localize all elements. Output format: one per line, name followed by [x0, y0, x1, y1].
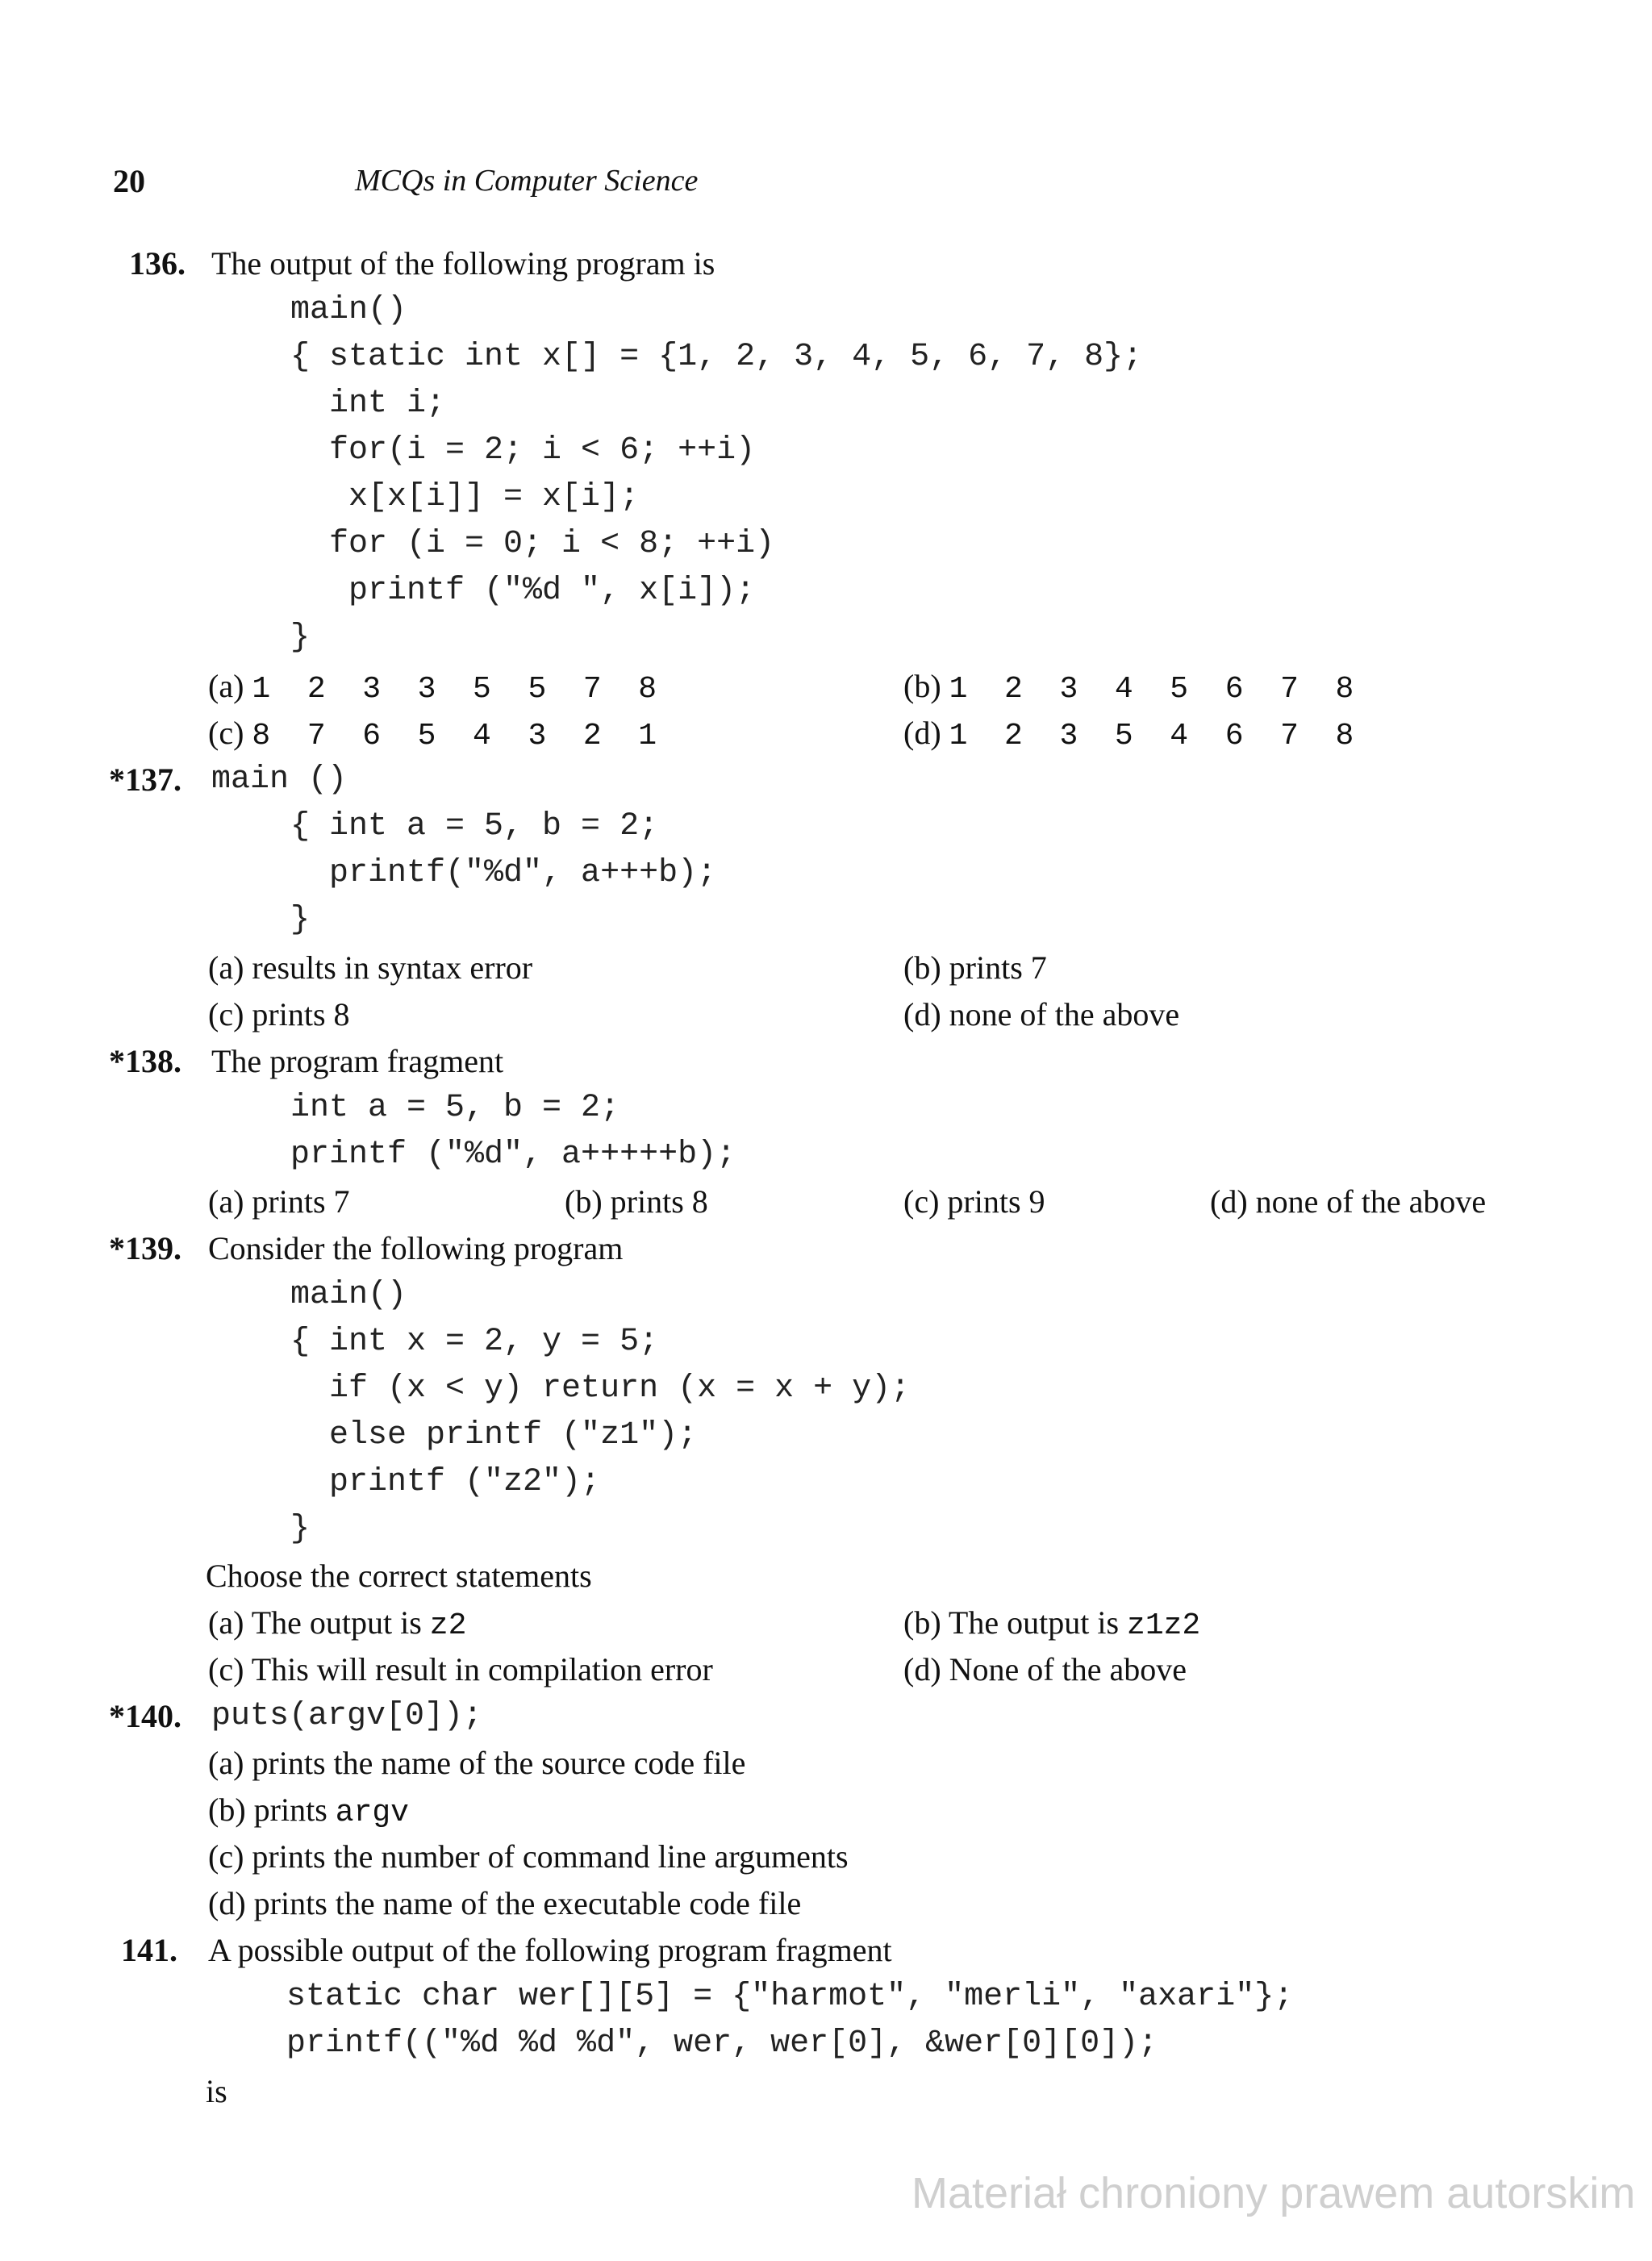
- question-number: *137.: [109, 761, 181, 798]
- option-a: (a) 1 2 3 3 5 5 7 8: [208, 668, 657, 707]
- question-number: 141.: [121, 1932, 177, 1968]
- code-line: printf ("z2");: [290, 1464, 601, 1500]
- option-c: (c) prints the number of command line arguments: [208, 1838, 849, 1875]
- code-line: static char wer[][5] = {"harmot", "merli", "axari"};: [286, 1979, 1294, 2015]
- code-line: main(): [290, 1277, 407, 1313]
- question-number: *140.: [109, 1698, 181, 1734]
- code-line: }: [290, 1511, 311, 1547]
- code-line: int i;: [290, 386, 446, 422]
- option-b: (b) prints 8: [565, 1183, 708, 1220]
- option-b: (b) The output is z1z2: [903, 1604, 1201, 1643]
- option-d: (d) prints the name of the executable code file: [208, 1885, 802, 1921]
- question-text: The program fragment: [211, 1043, 504, 1079]
- code-line: { int x = 2, y = 5;: [290, 1324, 659, 1360]
- option-b: (b) prints argv: [208, 1792, 409, 1830]
- code-line: printf(("%d %d %d", wer, wer[0], &wer[0][0]);: [286, 2025, 1158, 2062]
- code-line: }: [290, 619, 311, 656]
- option-c: (c) prints 8: [208, 996, 350, 1032]
- copyright-watermark: Materiał chroniony prawem autorskim: [912, 2169, 1636, 2217]
- code-line: }: [290, 902, 311, 938]
- option-a: (a) results in syntax error: [208, 949, 533, 986]
- code-line: { static int x[] = {1, 2, 3, 4, 5, 6, 7, 8};: [290, 339, 1143, 375]
- running-title: MCQs in Computer Science: [355, 164, 699, 198]
- code-line: printf("%d", a+++b);: [290, 855, 717, 891]
- code-line: main(): [290, 292, 407, 328]
- code-line: for (i = 0; i < 8; ++i): [290, 526, 775, 562]
- code-line: if (x < y) return (x = x + y);: [290, 1370, 911, 1407]
- option-b: (b) 1 2 3 4 5 6 7 8: [903, 668, 1354, 707]
- code-line: { int a = 5, b = 2;: [290, 808, 659, 845]
- option-d: (d) 1 2 3 5 4 6 7 8: [903, 715, 1354, 753]
- question-text: Consider the following program: [208, 1230, 624, 1266]
- code-line: printf ("%d ", x[i]);: [290, 573, 756, 609]
- page-number: 20: [113, 163, 145, 199]
- code-line: printf ("%d", a+++++b);: [290, 1137, 736, 1173]
- question-prompt: Choose the correct statements: [206, 1558, 592, 1594]
- question-text: puts(argv[0]);: [211, 1698, 483, 1734]
- option-d: (d) none of the above: [903, 996, 1180, 1032]
- question-text: main (): [211, 761, 348, 798]
- question-number: *139.: [109, 1230, 181, 1266]
- option-a: (a) The output is z2: [208, 1604, 467, 1643]
- option-d: (d) none of the above: [1210, 1183, 1487, 1220]
- code-line: for(i = 2; i < 6; ++i): [290, 432, 756, 469]
- option-a: (a) prints the name of the source code file: [208, 1745, 746, 1781]
- option-d: (d) None of the above: [903, 1651, 1187, 1687]
- option-c: (c) prints 9: [903, 1183, 1045, 1220]
- question-tail: is: [206, 2073, 227, 2109]
- code-line: int a = 5, b = 2;: [290, 1090, 620, 1126]
- code-line: x[x[i]] = x[i];: [290, 479, 640, 515]
- option-b: (b) prints 7: [903, 949, 1047, 986]
- option-c: (c) This will result in compilation error: [208, 1651, 713, 1687]
- question-text: The output of the following program is: [211, 245, 715, 282]
- question-number: *138.: [109, 1043, 181, 1079]
- code-line: else printf ("z1");: [290, 1417, 698, 1454]
- option-c: (c) 8 7 6 5 4 3 2 1: [208, 715, 657, 753]
- option-a: (a) prints 7: [208, 1183, 350, 1220]
- question-text: A possible output of the following program fragment: [208, 1932, 892, 1968]
- question-number: 136.: [129, 245, 186, 282]
